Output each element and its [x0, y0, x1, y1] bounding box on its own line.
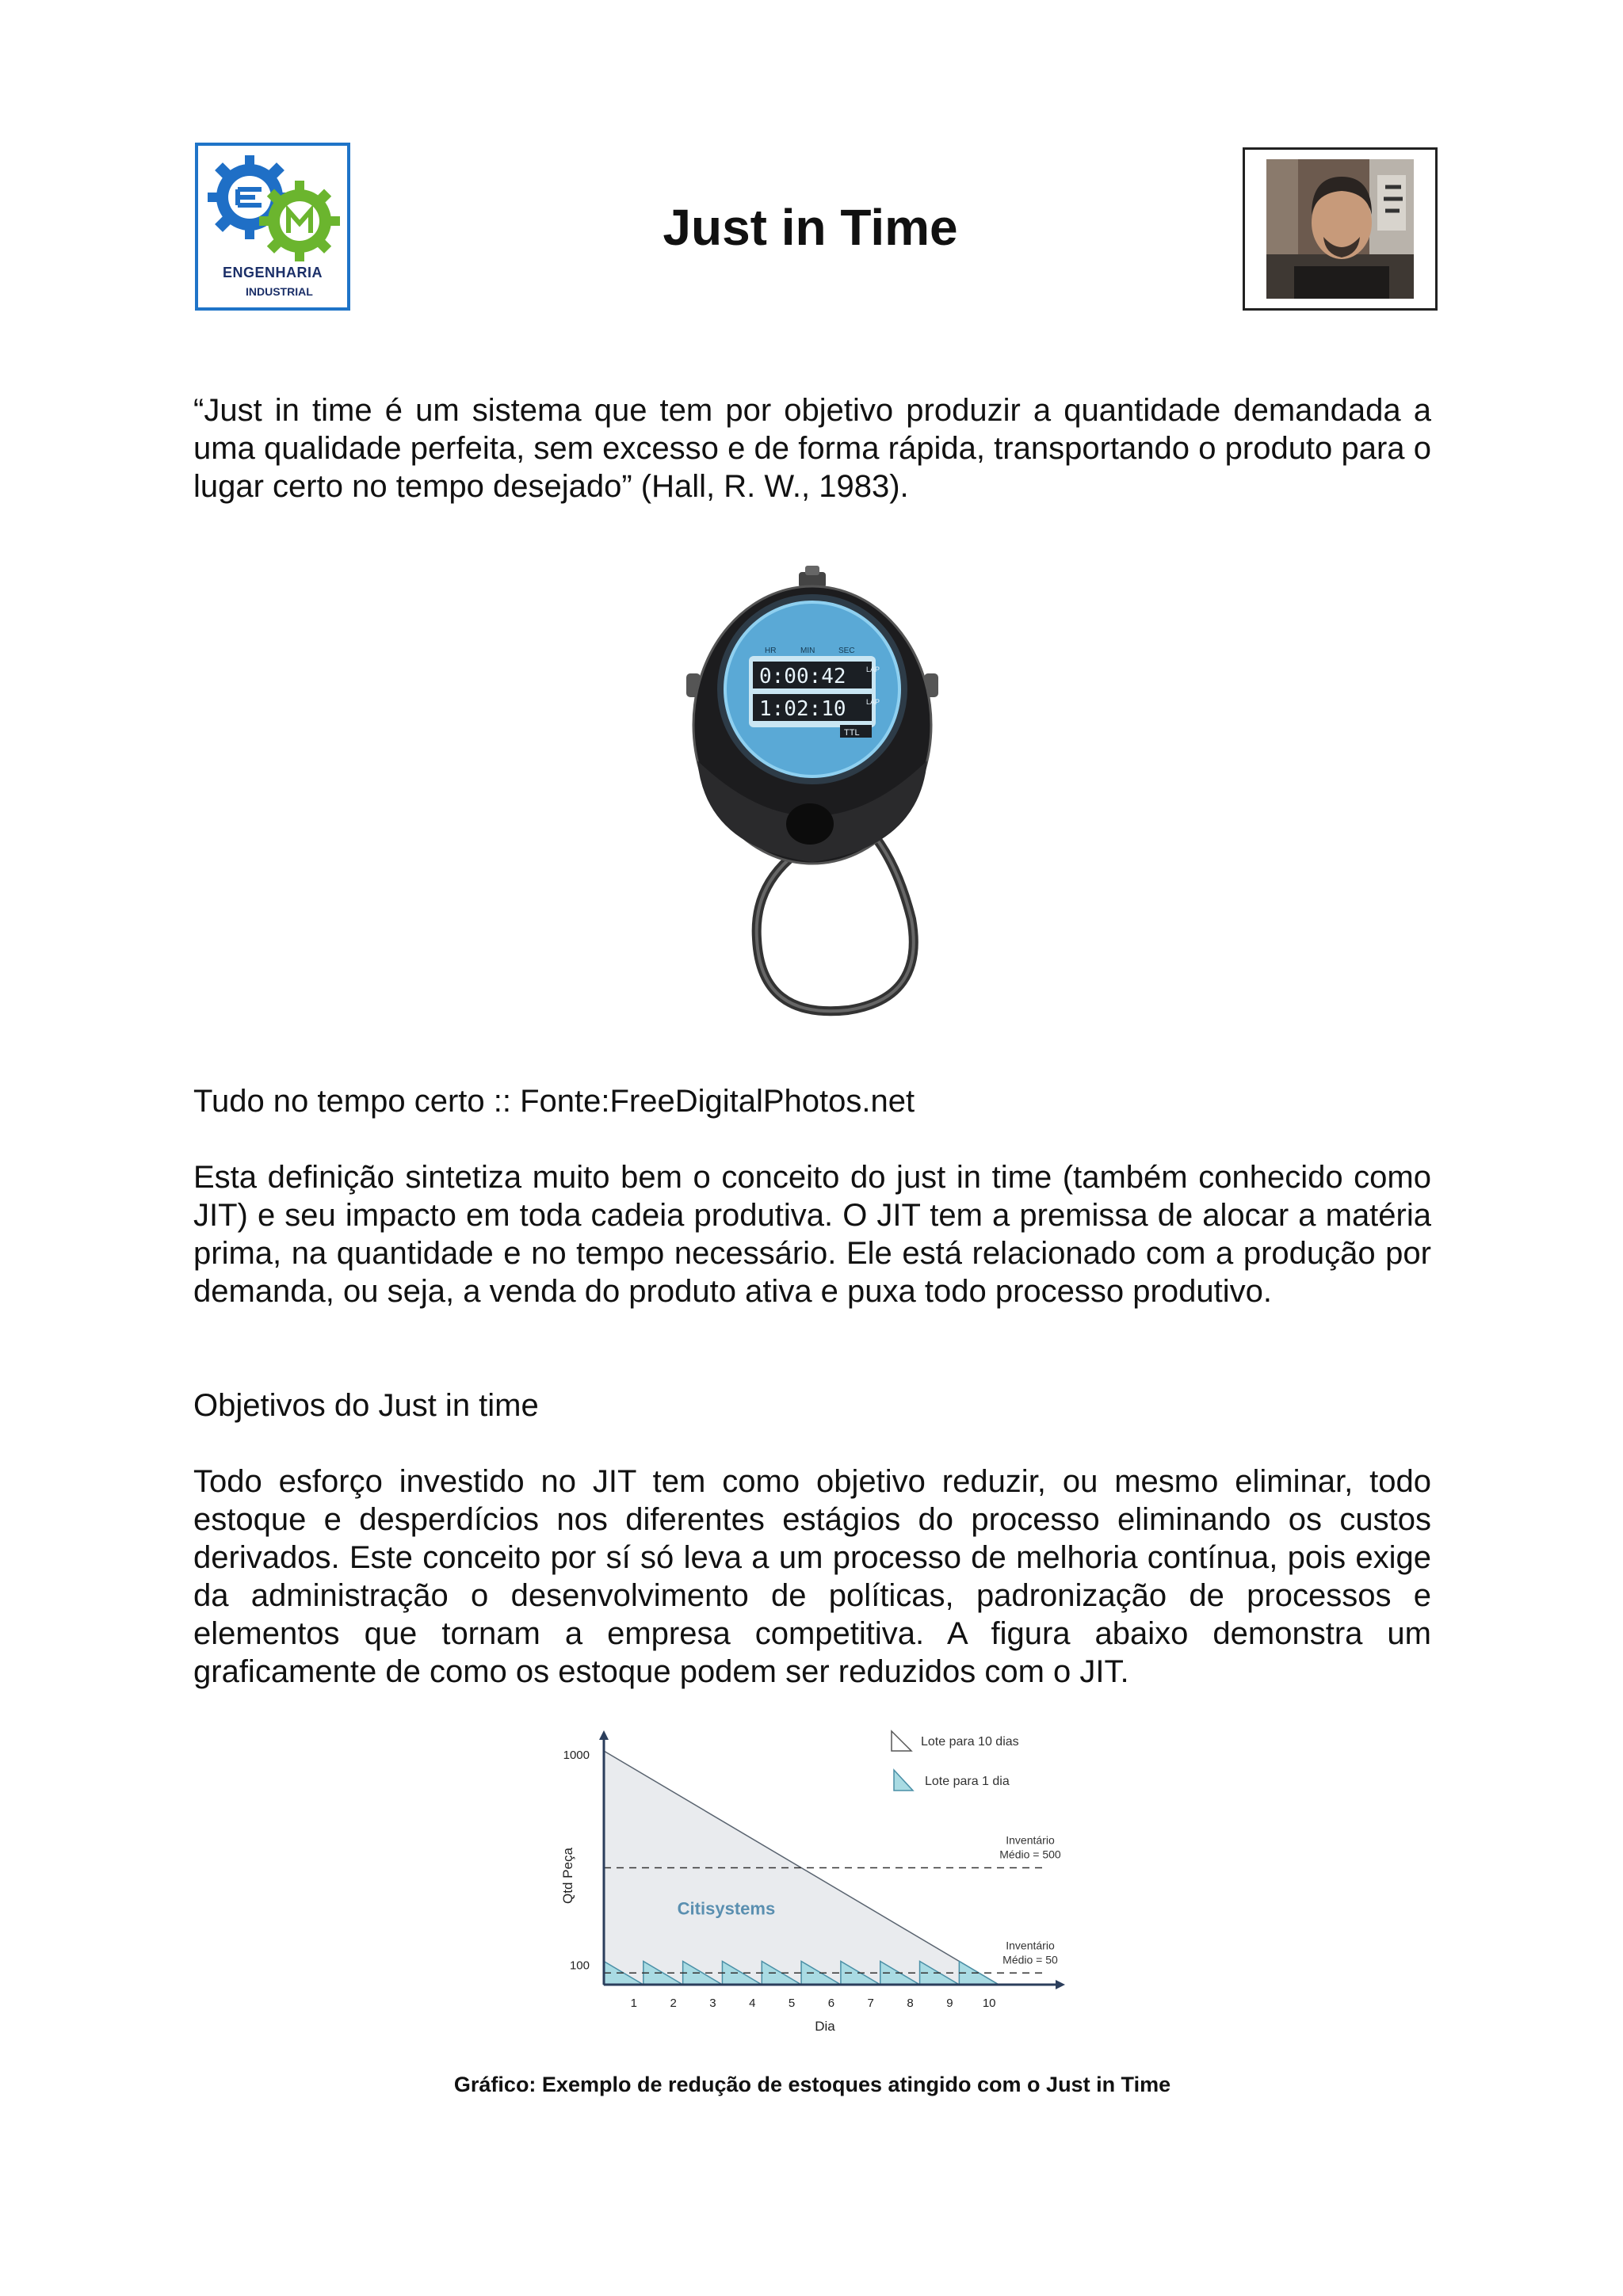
- legend-lot-1-day-label: Lote para 1 dia: [925, 1775, 1010, 1788]
- author-photo: [1243, 147, 1438, 311]
- stopwatch-lap-tag-1: LAP: [866, 666, 880, 673]
- image-caption: Tudo no tempo certo :: Fonte:FreeDigitalPhotos.net: [193, 1084, 915, 1119]
- objectives-paragraph: Todo esforço investido no JIT tem como objetivo reduzir, ou mesmo eliminar, todo estoque e desperdícios nos diferentes estágios do processo eliminando os custos derivados. Este conceito por sí só leva a um processo de melhoria contínua, pois exige da administração o desenvolvimento de políticas, padronização de processos e elementos que tornam a empresa competitiva. A figura abaixo demonstra um graficamente de como os estoque podem ser reduzidos com o JIT.: [193, 1464, 1431, 1689]
- x-tick-label: 4: [749, 1997, 756, 2010]
- reference-label-line2: Médio = 500: [999, 1848, 1061, 1861]
- x-tick-label: 3: [709, 1997, 716, 2010]
- author-portrait-icon: [1266, 159, 1414, 299]
- document-title: Just in Time: [663, 199, 958, 256]
- inventory-chart-svg: [539, 1719, 1078, 2044]
- x-tick-label: 1: [630, 1997, 637, 2010]
- x-tick-label: 2: [670, 1997, 677, 2010]
- logo-text-industrial: INDUSTRIAL: [246, 285, 313, 298]
- stopwatch-unit-min: MIN: [800, 646, 815, 655]
- x-tick-label: 9: [946, 1997, 953, 2010]
- stopwatch-unit-hr: HR: [765, 646, 777, 655]
- legend-lot-1-day-swatch: [894, 1770, 913, 1791]
- y-axis-label: Qtd Peça: [560, 1848, 575, 1904]
- chart-watermark: Citisystems: [677, 1898, 776, 1919]
- x-tick-label: 7: [867, 1997, 874, 2010]
- x-tick-label: 8: [907, 1997, 914, 2010]
- reference-label-line2: Médio = 50: [1002, 1953, 1058, 1966]
- stopwatch-unit-sec: SEC: [838, 646, 855, 655]
- stopwatch-illustration: [602, 555, 951, 1030]
- stopwatch-image: [602, 555, 951, 1030]
- engenharia-industrial-logo: [195, 143, 350, 311]
- gears-icon: [206, 154, 342, 265]
- reference-label-line1: Inventário: [1006, 1833, 1055, 1847]
- stopwatch-time-1: 0:00:42: [759, 665, 846, 688]
- y-tick-label: 1000: [563, 1749, 590, 1762]
- section-heading: Objetivos do Just in time: [193, 1388, 539, 1423]
- logo-text-engenharia: ENGENHARIA: [222, 265, 323, 280]
- x-tick-label: 10: [982, 1997, 996, 2010]
- stopwatch-mode-tag: TTL: [844, 728, 860, 738]
- legend-lot-10-days-label: Lote para 10 dias: [921, 1735, 1019, 1749]
- y-axis-arrow-icon: [599, 1730, 609, 1740]
- intro-quote: “Just in time é um sistema que tem por objetivo produzir a quantidade demandada a uma qualidade perfeita, sem excesso e de forma rápida, transportando o produto para o lugar certo no tempo desejado” (Hall, R. W., 1983).: [193, 393, 1431, 504]
- stopwatch-lap-tag-2: LAP: [866, 698, 880, 706]
- reference-label-line1: Inventário: [1006, 1939, 1055, 1952]
- stopwatch-time-2: 1:02:10: [759, 697, 846, 721]
- x-axis-arrow-icon: [1056, 1980, 1065, 1989]
- y-tick-label: 100: [569, 1958, 590, 1973]
- chart-caption: Gráfico: Exemplo de redução de estoques atingido com o Just in Time: [453, 2073, 1171, 2096]
- legend-lot-10-days-swatch: [892, 1731, 911, 1751]
- x-axis-label: Dia: [815, 2019, 835, 2034]
- inventory-chart: [539, 1719, 1078, 2044]
- definition-paragraph: Esta definição sintetiza muito bem o conceito do just in time (também conhecido como JIT) e seu impacto em toda cadeia produtiva. O JIT tem a premissa de alocar a matéria prima, na quantidade e no tempo necessário. Ele está relacionado com a produção por demanda, ou seja, a venda do produto ativa e puxa todo processo produtivo.: [193, 1160, 1431, 1309]
- x-tick-label: 6: [827, 1997, 835, 2010]
- x-tick-label: 5: [788, 1997, 796, 2010]
